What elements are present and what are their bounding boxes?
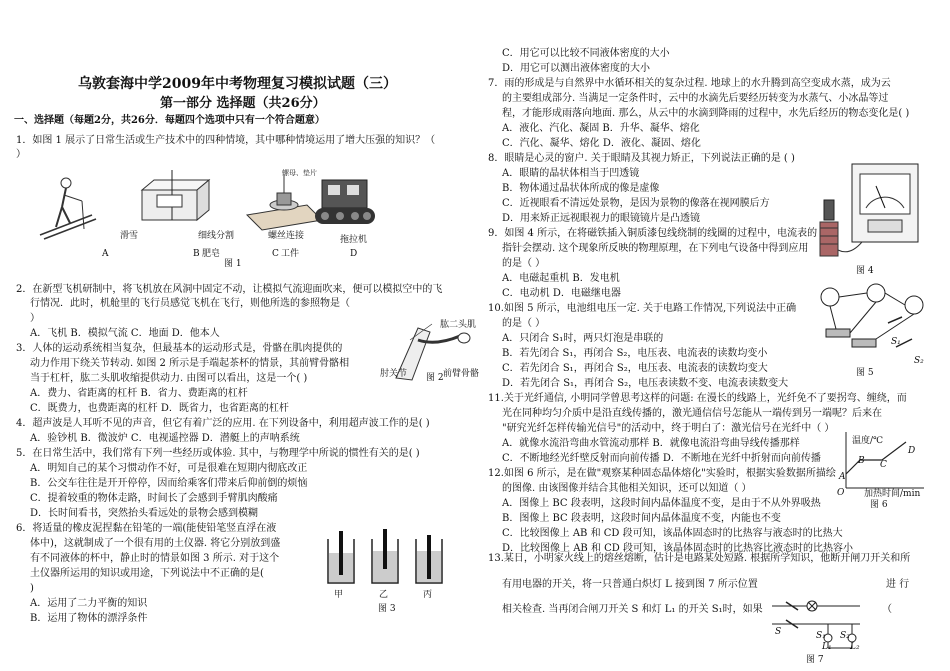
q6-option-a: A．运用了二力平衡的知识 <box>30 598 148 609</box>
q10-line1: 10.如图 5 所示，电池组电压一定. 关于电路工作情况,下列说法中正确 <box>488 303 797 314</box>
fig6-origin: O <box>837 488 845 498</box>
q1-line1: 1．如图 1 展示了日常生活或生产技术中的四种情境，其中哪种情境运用了增大压强的知识？（ <box>16 135 436 146</box>
fig1-caption-d: 拖拉机 <box>340 235 368 245</box>
q12-option-d: D．比较图像上 AB 和 CD 段可知，该晶体固态时的比热容比液态时的比热容小 <box>502 543 853 554</box>
q10-option-c: C．若先闭合 S₁，再闭合 S₂，电压表、电流表的读数均变大 <box>502 363 768 374</box>
fig6-xlabel: 加热时间/min <box>864 489 921 499</box>
cup-1 <box>328 531 354 583</box>
q10-line2: 的是（ ） <box>502 318 546 329</box>
q3-line2: 动力作用下绕关节转动. 如图 2 所示是手端起茶杯的情景，其前臂骨骼相 <box>30 358 350 369</box>
fig1-letter-c: C <box>272 249 279 259</box>
q3-line3: 当于杠杆，肱二头肌收缩提供动力. 由图可以看出，这是一个( ) <box>30 373 308 384</box>
fig3-cup2-label: 乙 <box>379 590 389 600</box>
q10-option-d: D．若先闭合 S₁，再闭合 S₂，电压表读数不变、电流表读数变大 <box>502 378 789 389</box>
cup-3 <box>416 535 442 583</box>
q8-line1: 8．眼睛是心灵的窗户. 关于眼睛及其视力矫正，下列说法正确的是 ( ) <box>488 153 795 164</box>
q6-option-b: B．运用了物体的漂浮条件 <box>30 613 148 624</box>
cup-2 <box>372 529 398 583</box>
q10-option-b: B．若先闭合 S₁，再闭合 S₂，电压表、电流表的读数均变小 <box>502 348 768 359</box>
q12-line2: 的图像. 由该图像并结合其他相关知识，还可以知道（ ） <box>502 483 752 494</box>
fig2-label: 图 2 <box>426 373 444 383</box>
fig1-letter-a: A <box>102 249 109 259</box>
q12-option-c: C．比较图像上 AB 和 CD 段可知，该晶体固态时的比热容与液态时的比热大 <box>502 528 843 539</box>
q3-options-2: C．既费力，也费距离的杠杆 D．既省力，也省距离的杠杆 <box>30 403 289 414</box>
q9-line1: 9．如图 4 所示，在将磁铁插入铜质漆包线绕制的线圈的过程中，电流表的 <box>488 228 818 239</box>
q5-option-c: C．提着较重的物体走路，时间长了会感到手臂肌肉酸痛 <box>30 493 278 504</box>
figure-7-circuit <box>772 596 862 656</box>
q6-line4: 土仪器所运用的知识或用途，下列说法中不正确的是( <box>30 568 264 579</box>
fig3-cup3-label: 丙 <box>423 590 433 600</box>
fig5-label: 图 5 <box>856 368 874 378</box>
q13-line2: 有用电器的开关，将一只普通白炽灯 L 接到图 7 所示位置 <box>502 579 758 590</box>
q6-line2: 体中)，这就制成了一个很有用的土仪器. 将它分别放到盛 <box>30 538 281 549</box>
fig1-caption-c2: 工件 <box>281 249 300 259</box>
q6-line3: 有不同液体的杯中，静止时的情景如图 3 所示. 对于这个 <box>30 553 280 564</box>
fig7-s-label: S <box>775 627 782 637</box>
q13-line1: 13.某日，小明家火线上的熔丝熔断，估计是电路某处短路. 根据所学知识，他断开闸刀开关和所 <box>488 553 911 564</box>
fig6-point-d: D <box>908 446 916 456</box>
fig7-l2-label: L₂ <box>850 642 860 652</box>
fig1-letter-b: B <box>193 249 200 259</box>
q8-option-d: D．用来矫正远视眼视力的眼镜镜片是凸透镜 <box>502 213 701 224</box>
q4-line1: 4．超声波是人耳听不见的声音，但它有着广泛的应用. 在下列设备中，利用超声波工作的是( ) <box>16 418 430 429</box>
q13-line2-tail: 进 行 <box>886 579 910 590</box>
q6-line5: ) <box>30 583 34 594</box>
fig1-caption-b: 细线分割 <box>198 231 235 241</box>
fig1-top-label: 螺母、垫片 <box>282 169 317 177</box>
q6-option-d: D．用它可以测出液体密度的大小 <box>502 63 651 74</box>
q7-line3: 程，才能形成雨落向地面. 那么，从云中的水滴到降雨的过程中，水先后经历的物态变化是( ) <box>502 108 910 119</box>
page-title: 乌敦套海中学2009年中考物理复习模拟试题（三） <box>78 76 397 92</box>
q11-options-1: A．就像水流沿弯曲水管流动那样 B．就像电流沿弯曲导线传播那样 <box>502 438 800 449</box>
q11-line2: 光在同种均匀介质中是沿直线传播的，激光通信信号怎能从一端传到另一端呢？后来在 <box>502 408 882 419</box>
q8-option-a: A．眼睛的晶状体相当于凹透镜 <box>502 168 640 179</box>
q5-option-b: B．公交车往往是开开停停，因而给乘客们带来后仰前倒的烦恼 <box>30 478 308 489</box>
fig7-s1-label: S₁ <box>816 631 826 641</box>
fig2-bone-label: 前臂骨骼 <box>443 369 480 379</box>
q2-options: A．飞机 B．模拟气流 C．地面 D．他本人 <box>30 328 220 339</box>
fig7-label: 图 7 <box>806 655 824 665</box>
q3-line1: 3．人体的运动系统相当复杂，但最基本的运动形式是，骨骼在肌肉提供的 <box>16 343 343 354</box>
screw-washer-sketch <box>247 175 322 230</box>
fig3-cup1-label: 甲 <box>334 590 344 600</box>
q5-option-a: A．明知自己的某个习惯动作不好，可是很难在短期内彻底改正 <box>30 463 308 474</box>
part-heading: 第一部分 选择题（共26分） <box>160 96 326 111</box>
fig1-caption-c: 螺丝连接 <box>268 231 305 241</box>
q9-options-2: C．电动机 D．电磁继电器 <box>502 288 621 299</box>
fig4-label: 图 4 <box>856 266 874 276</box>
fig5-s1-label: S₁ <box>891 337 901 347</box>
q8-option-b: B．物体通过晶状体所成的像是虚像 <box>502 183 660 194</box>
fig6-point-a: A <box>839 472 846 482</box>
fig5-s2-label: S₂ <box>914 356 924 366</box>
q5-line1: 5．在日常生活中，我们常有下列一些经历或体验. 其中，与物理学中所说的惯性有关的是( ) <box>16 448 420 459</box>
fig6-ylabel: 温度/℃ <box>852 436 884 446</box>
q9-line2: 指针会摆动. 这个现象所反映的物理原理，在下列电气设备中得到应用 <box>502 243 809 254</box>
q7-options-2: C．汽化、凝华、熔化 D．液化、凝固、熔化 <box>502 138 701 149</box>
q6-option-c: C．用它可以比较不同液体密度的大小 <box>502 48 670 59</box>
q7-options-1: A．液化、汽化、凝固 B．升华、凝华、熔化 <box>502 123 700 134</box>
fig3-label: 图 3 <box>378 604 396 614</box>
q2-line3: ） <box>30 313 40 324</box>
figure-3-cups <box>320 527 450 589</box>
fig2-joint-label: 肘关节 <box>380 369 408 379</box>
fig6-label: 图 6 <box>870 500 888 510</box>
q12-option-a: A．图像上 BC 段表明，这段时间内晶体温度不变，是由于不从外界吸热 <box>502 498 821 509</box>
q4-options: A．验钞机 B．微波炉 C．电视遥控器 D．潜艇上的声呐系统 <box>30 433 300 444</box>
fig2-muscle-label: 肱二头肌 <box>440 320 477 330</box>
q6-line1: 6．将适量的橡皮泥捏黏在铅笔的一端(能使铅笔竖直浮在液 <box>16 523 277 534</box>
q7-line1: 7．雨的形成是与自然界中水循环相关的复杂过程. 地球上的水升腾到高空变成水蒸，成为云 <box>488 78 891 89</box>
fig6-point-b: B <box>858 456 865 466</box>
q7-line2: 的主要组成部分. 当满足一定条件时，云中的水滴先后要经历转变为水蒸气、小冰晶等过 <box>502 93 889 104</box>
q5-option-d: D．长时间看书，突然抬头看远处的景物会感到模糊 <box>30 508 259 519</box>
fig1-label: 图 1 <box>224 259 242 269</box>
q12-line1: 12.如图 6 所示，是在做"观察某种固态晶体熔化"实验时，根据实验数据所描绘 <box>488 468 836 479</box>
q2-line1: 2．在新型飞机研制中，将飞机放在风洞中固定不动，让模拟气流迎面吹来，便可以模拟空中的飞 <box>16 284 443 295</box>
figure-4-galvanometer <box>816 160 928 270</box>
q3-options-1: A．费力、省距离的杠杆 B．省力、费距离的杠杆 <box>30 388 248 399</box>
fig7-l1-label: L₁ <box>822 642 832 652</box>
fig1-letter-d: D <box>350 249 358 259</box>
fig1-caption-a: 滑雪 <box>120 231 139 241</box>
q2-line2: 行情况．此时，机舱里的飞行员感觉飞机在飞行，则他所选的参照物是（ <box>30 298 350 309</box>
fig1-caption-b2: 肥皂 <box>202 249 221 259</box>
fig7-s2-label: S₂ <box>840 631 850 641</box>
q13-line3-tail: （ <box>882 604 892 615</box>
fig6-point-c: C <box>880 460 887 470</box>
q10-option-a: A．只闭合 S₁时，两只灯泡是串联的 <box>502 333 664 344</box>
section-heading: 一、选择题（每题2分，共26分．每题四个选项中只有一个符合题意） <box>14 115 325 126</box>
skier-sketch <box>40 178 96 239</box>
q13-line3: 相关检查. 当再闭合闸刀开关 S 和灯 L₁ 的开关 S₁时，如果 <box>502 604 763 615</box>
q11-line3: "研究光纤怎样传输光信号"的活动中，终于明白了：激光信号在光纤中（ ） <box>502 423 835 434</box>
q9-line3: 的是（ ） <box>502 258 546 269</box>
tractor-sketch <box>315 180 375 224</box>
q1-line2: ） <box>16 149 26 160</box>
q11-options-2: C．不断地经光纤壁反射而向前传播 D．不断地在光纤中折射而向前传播 <box>502 453 821 464</box>
q11-line1: 11.关于光纤通信, 小明同学曾思考这样的问题: 在漫长的线路上，光纤免不了要拐弯、缠绕，而 <box>488 393 907 404</box>
q9-options-1: A．电磁起重机 B．发电机 <box>502 273 620 284</box>
q8-option-c: C．近视眼看不清远处景物，是因为景物的像落在视网膜后方 <box>502 198 770 209</box>
q12-option-b: B．图像上 BC 段表明，这段时间内晶体温度不变，内能也不变 <box>502 513 781 524</box>
soap-cutting-sketch <box>142 170 209 220</box>
